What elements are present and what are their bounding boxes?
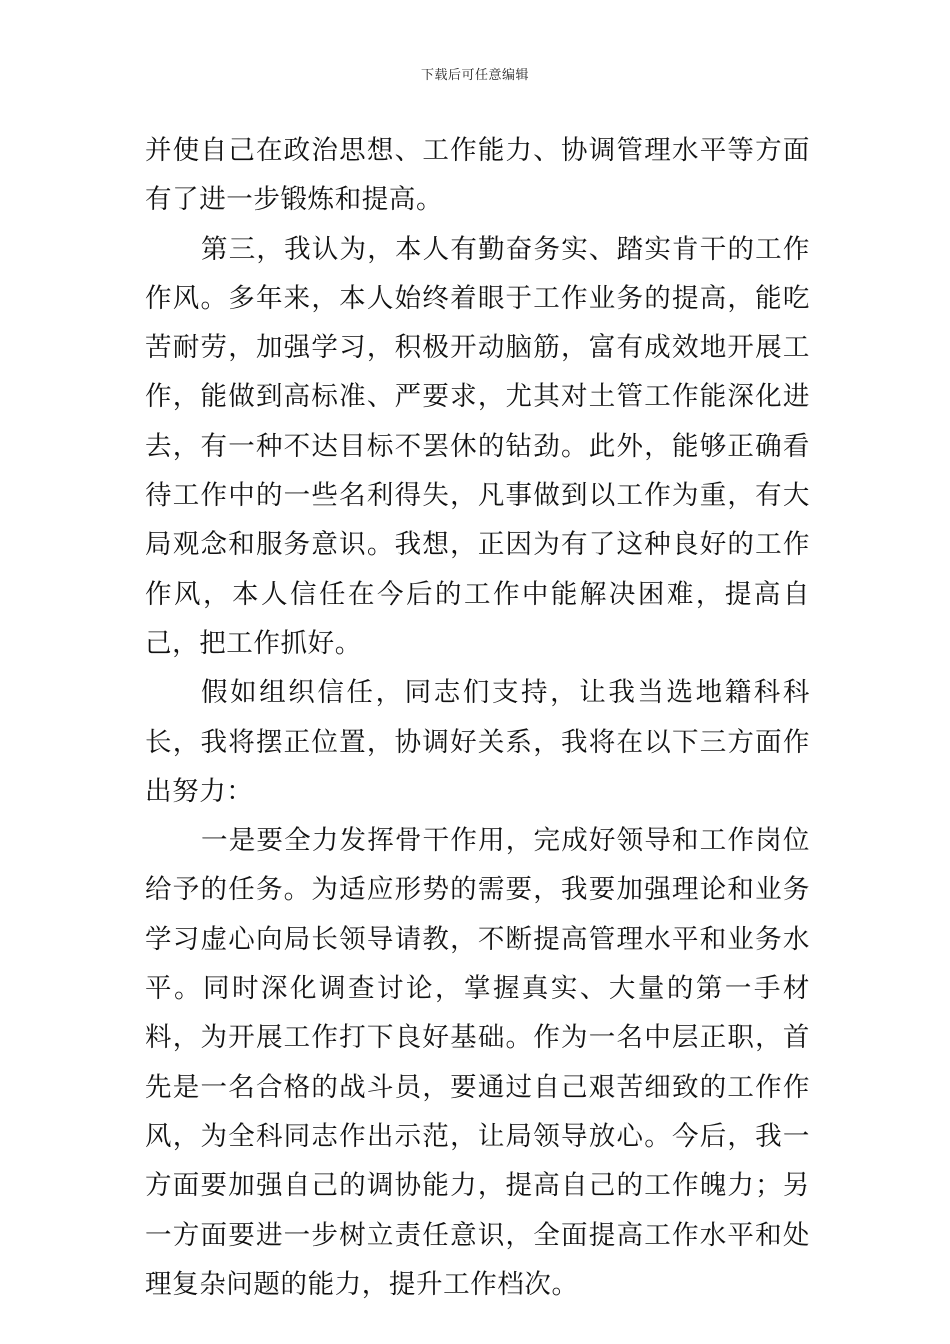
header-note: 下载后可任意编辑 xyxy=(420,68,529,83)
paragraph-commitment: 假如组织信任，同志们支持，让我当选地籍科科长，我将摆正位置，协调好关系，我将在以下三方面作出努力： xyxy=(145,677,810,807)
paragraph-continuation: 并使自己在政治思想、工作能力、协调管理水平等方面有了进一步锻炼和提高。 xyxy=(145,135,810,216)
paragraph-work-style: 第三，我认为，本人有勤奋务实、踏实肯干的工作作风。多年来，本人始终着眼于工作业务的提高，能吃苦耐劳，加强学习，积极开动脑筋，富有成效地开展工作，能做到高标准、严要求，尤其对土管工作能深化进去，有一种不达目标不罢休的钻劲。此外，能够正确看待工作中的一些名利得失，凡事做到以工作为重，有大局观念和服务意识。我想，正因为有了这种良好的工作作风，本人信任在今后的工作中能解决困难，提高自己，把工作抓好。 xyxy=(145,233,810,659)
paragraph-first-point: 一是要全力发挥骨干作用，完成好领导和工作岗位给予的任务。为适应形势的需要，我要加强理论和业务学习虚心向局长领导请教，不断提高管理水平和业务水平。同时深化调查讨论，掌握真实、大量的第一手材料，为开展工作打下良好基础。作为一名中层正职，首先是一名合格的战斗员，要通过自己艰苦细致的工作作风，为全科同志作出示范，让局领导放心。今后，我一方面要加强自己的调协能力，提高自己的工作魄力；另一方面要进一步树立责任意识，全面提高工作水平和处理复杂问题的能力，提升工作档次。 xyxy=(145,825,810,1300)
document-body xyxy=(145,126,810,1309)
